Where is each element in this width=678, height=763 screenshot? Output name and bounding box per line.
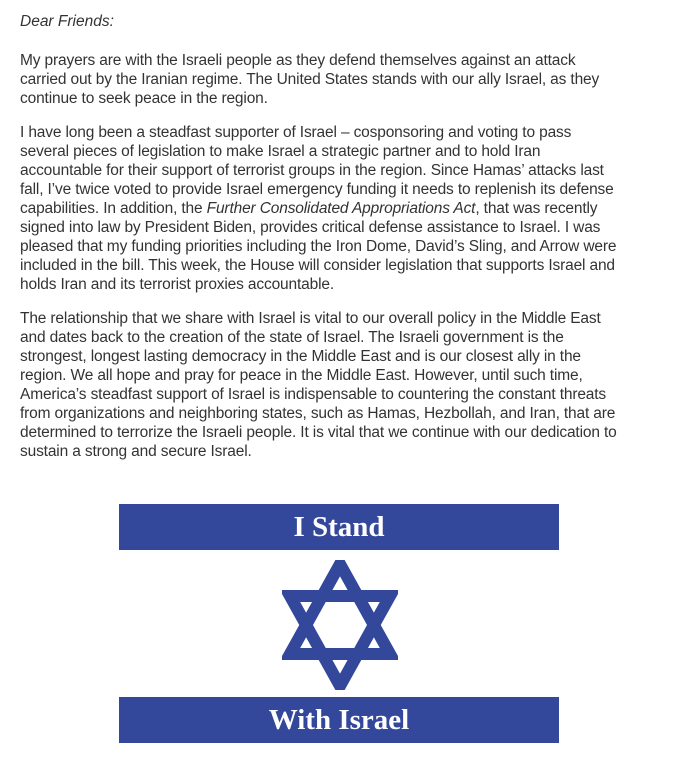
text-line: included in the bill. This week, the House will consider legislation that supports Israel and bbox=[20, 257, 615, 274]
flag-bottom-band bbox=[119, 697, 559, 743]
flag-bottom-text: With Israel bbox=[268, 703, 410, 736]
text-line: sustain a strong and secure Israel. bbox=[20, 443, 252, 460]
text-line: America’s steadfast support of Israel is indispensable to countering the constant threats bbox=[20, 386, 607, 403]
star-of-david-icon bbox=[282, 560, 398, 690]
paragraph-1 bbox=[20, 51, 599, 108]
paragraph-2 bbox=[20, 123, 616, 294]
text-line: several pieces of legislation to make Israel a strategic partner and to hold Iran bbox=[20, 143, 541, 160]
text-line: pleased that my funding priorities including the Iron Dome, David’s Sling, and Arrow were bbox=[20, 238, 617, 255]
act-title: Further Consolidated Appropriations Act bbox=[206, 200, 476, 217]
flag-top-band bbox=[119, 504, 559, 550]
text-segment: capabilities. In addition, the bbox=[20, 200, 207, 217]
text-line: fall, I’ve twice voted to provide Israel emergency funding it needs to replenish its defense bbox=[20, 181, 614, 198]
flag-top-text: I Stand bbox=[293, 510, 385, 543]
text-line: signed into law by President Biden, provides critical defense assistance to Israel. I was bbox=[20, 219, 601, 236]
text-line: strongest, longest lasting democracy in the Middle East and is our closest ally in the bbox=[20, 348, 581, 365]
text-segment: , that was recently bbox=[475, 200, 598, 217]
text-line: carried out by the Iranian regime. The United States stands with our ally Israel, as they bbox=[20, 71, 600, 88]
text-line: determined to terrorize the Israeli people. It is vital that we continue with our dedication to bbox=[20, 424, 617, 441]
text-line: My prayers are with the Israeli people as they defend themselves against an attack bbox=[20, 52, 576, 69]
text-line: I have long been a steadfast supporter of Israel – cosponsoring and voting to pass bbox=[20, 124, 572, 141]
text-line-with-italic bbox=[20, 199, 616, 218]
text-line: continue to seek peace in the region. bbox=[20, 90, 268, 107]
text-line: from organizations and neighboring states, such as Hamas, Hezbollah, and Iran, that are bbox=[20, 405, 616, 422]
text-line: holds Iran and its terrorist proxies accountable. bbox=[20, 276, 335, 293]
paragraph-3 bbox=[20, 309, 617, 461]
text-line: region. We all hope and pray for peace in the Middle East. However, until such time, bbox=[20, 367, 583, 384]
text-line: accountable for their support of terrorist groups in the region. Since Hamas’ attacks last bbox=[20, 162, 604, 179]
text-line: The relationship that we share with Israel is vital to our overall policy in the Middle East bbox=[20, 310, 601, 327]
salutation: Dear Friends: bbox=[20, 13, 114, 30]
i-stand-with-israel-image bbox=[119, 504, 559, 744]
text-line: and dates back to the creation of the state of Israel. The Israeli government is the bbox=[20, 329, 564, 346]
